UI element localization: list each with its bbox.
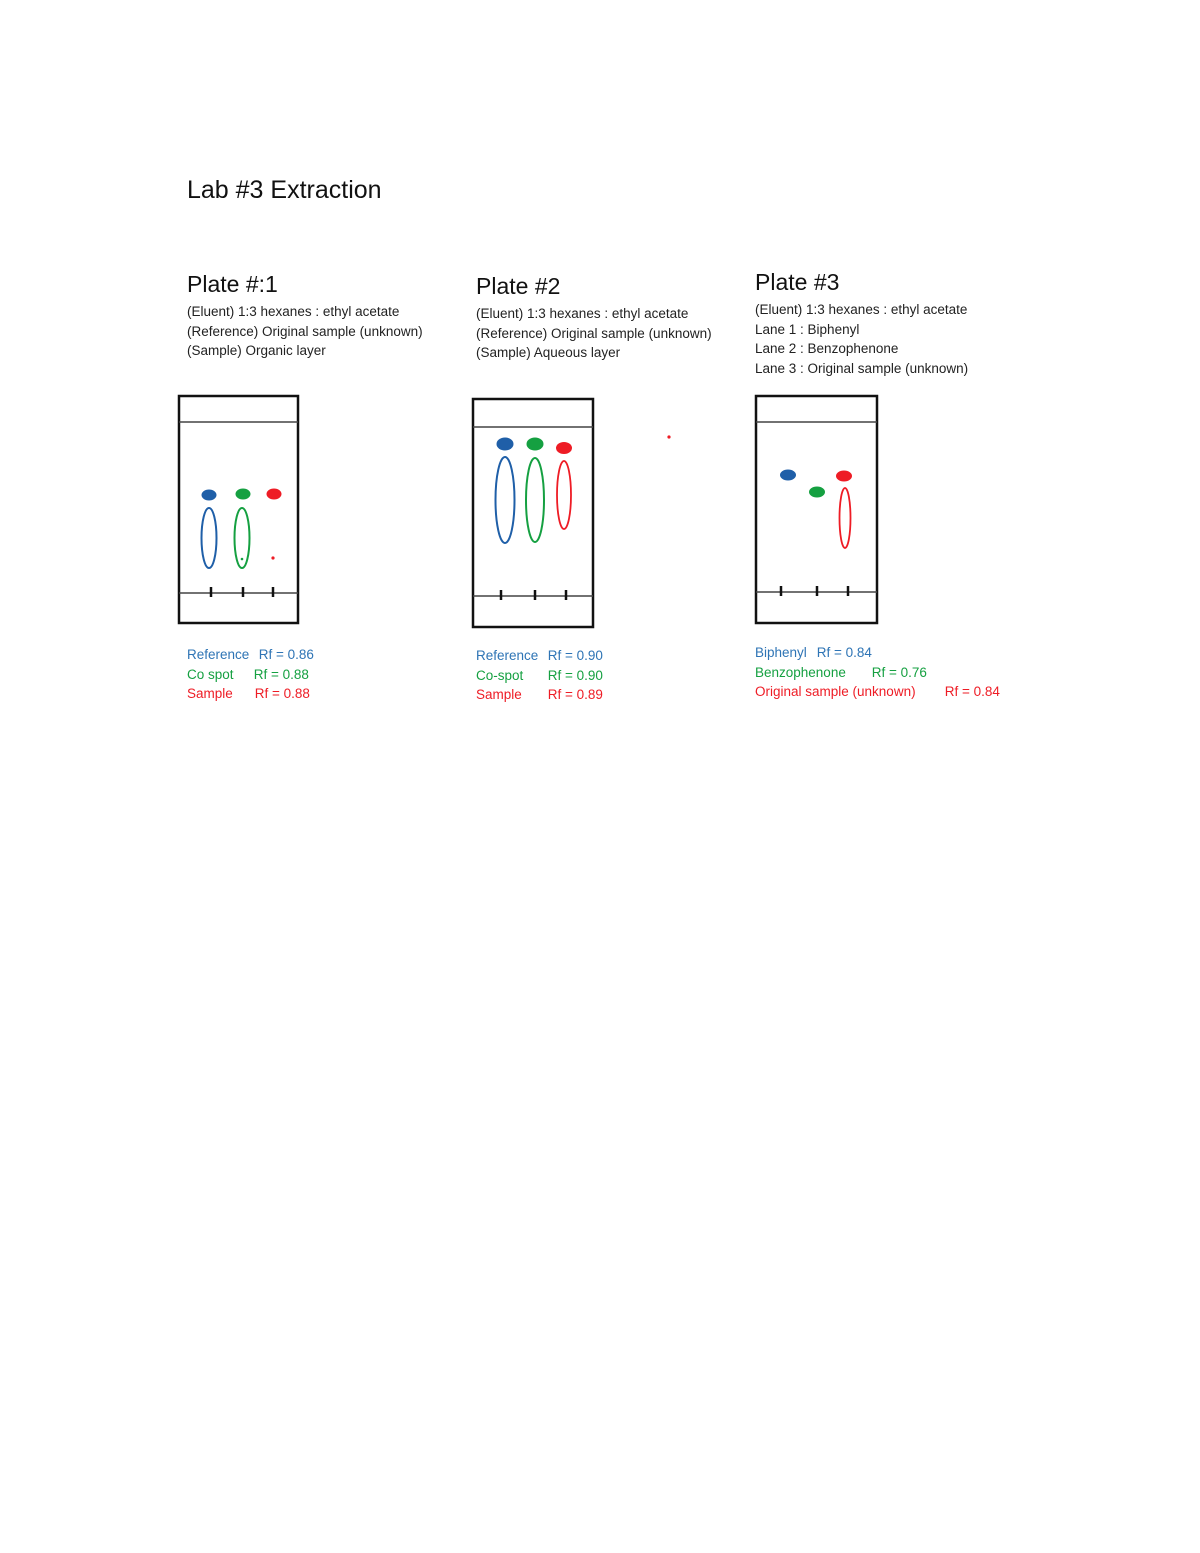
plate-1-result-reference: Reference Rf = 0.86 bbox=[187, 647, 314, 662]
plate-2-tlc-drawing bbox=[472, 398, 595, 630]
plate-1-green-spot bbox=[236, 489, 251, 500]
plate-1-tlc-drawing bbox=[178, 395, 300, 625]
plate-3-green-spot bbox=[809, 487, 825, 498]
plate-1-blue-streak bbox=[202, 508, 217, 568]
page-title: Lab #3 Extraction bbox=[187, 176, 382, 204]
plate-2-green-streak bbox=[526, 458, 544, 542]
plate-3-red-streak bbox=[840, 488, 851, 548]
plate-1-note-eluent: (Eluent) 1:3 hexanes : ethyl acetate bbox=[187, 304, 400, 319]
plate-3-result-original-sample: Original sample (unknown) Rf = 0.84 bbox=[755, 684, 1000, 699]
plate-3-note-eluent: (Eluent) 1:3 hexanes : ethyl acetate bbox=[755, 302, 968, 317]
plate-3-note-lane-2: Lane 2 : Benzophenone bbox=[755, 341, 899, 356]
plate-3-result-benzophenone: Benzophenone Rf = 0.76 bbox=[755, 664, 927, 680]
plate-3-notes bbox=[755, 300, 968, 378]
plate-2-red-streak bbox=[557, 461, 571, 529]
plate-3-result-biphenyl: Biphenyl Rf = 0.84 bbox=[755, 645, 872, 660]
plate-2-result-sample: Sample Rf = 0.89 bbox=[476, 687, 603, 702]
plate-2-notes bbox=[476, 304, 712, 363]
plate-1-results bbox=[187, 645, 314, 704]
plate-1-result-cospot: Co spot Rf = 0.88 bbox=[187, 666, 309, 682]
plate-3-results bbox=[755, 643, 1000, 702]
plate-3-heading: Plate #3 bbox=[755, 269, 840, 295]
plate-2-stray-red-dot bbox=[666, 434, 672, 440]
plate-2-blue-streak bbox=[496, 457, 515, 543]
plate-3-red-spot bbox=[836, 471, 852, 482]
plate-3-note-lane-3: Lane 3 : Original sample (unknown) bbox=[755, 360, 969, 376]
plate-3-tlc-drawing bbox=[755, 395, 879, 626]
plate-2-note-sample: (Sample) Aqueous layer bbox=[476, 345, 621, 360]
plate-1-red-dot bbox=[271, 556, 274, 559]
plate-1-result-sample: Sample Rf = 0.88 bbox=[187, 686, 310, 701]
plate-1-blue-spot bbox=[202, 490, 217, 501]
plate-2-note-eluent: (Eluent) 1:3 hexanes : ethyl acetate bbox=[476, 306, 689, 321]
plate-1-notes bbox=[187, 302, 423, 361]
plate-2-result-cospot: Co-spot Rf = 0.90 bbox=[476, 667, 603, 683]
plate-2-results bbox=[476, 646, 603, 705]
plate-1-red-spot bbox=[267, 489, 282, 500]
plate-2-red-spot bbox=[556, 442, 572, 454]
plate-2-blue-spot bbox=[497, 438, 514, 451]
plate-1-note-reference: (Reference) Original sample (unknown) bbox=[187, 323, 423, 339]
plate-2-result-reference: Reference Rf = 0.90 bbox=[476, 648, 603, 663]
plate-2-outline bbox=[473, 399, 593, 627]
plate-3-note-lane-1: Lane 1 : Biphenyl bbox=[755, 321, 860, 337]
plate-2-green-spot bbox=[527, 438, 544, 451]
plate-1-heading: Plate #:1 bbox=[187, 271, 278, 297]
plate-2-note-reference: (Reference) Original sample (unknown) bbox=[476, 325, 712, 341]
plate-2-heading: Plate #2 bbox=[476, 273, 561, 299]
plate-3-blue-spot bbox=[780, 470, 796, 481]
plate-1-note-sample: (Sample) Organic layer bbox=[187, 343, 326, 358]
plate-1-green-dot bbox=[241, 558, 244, 561]
